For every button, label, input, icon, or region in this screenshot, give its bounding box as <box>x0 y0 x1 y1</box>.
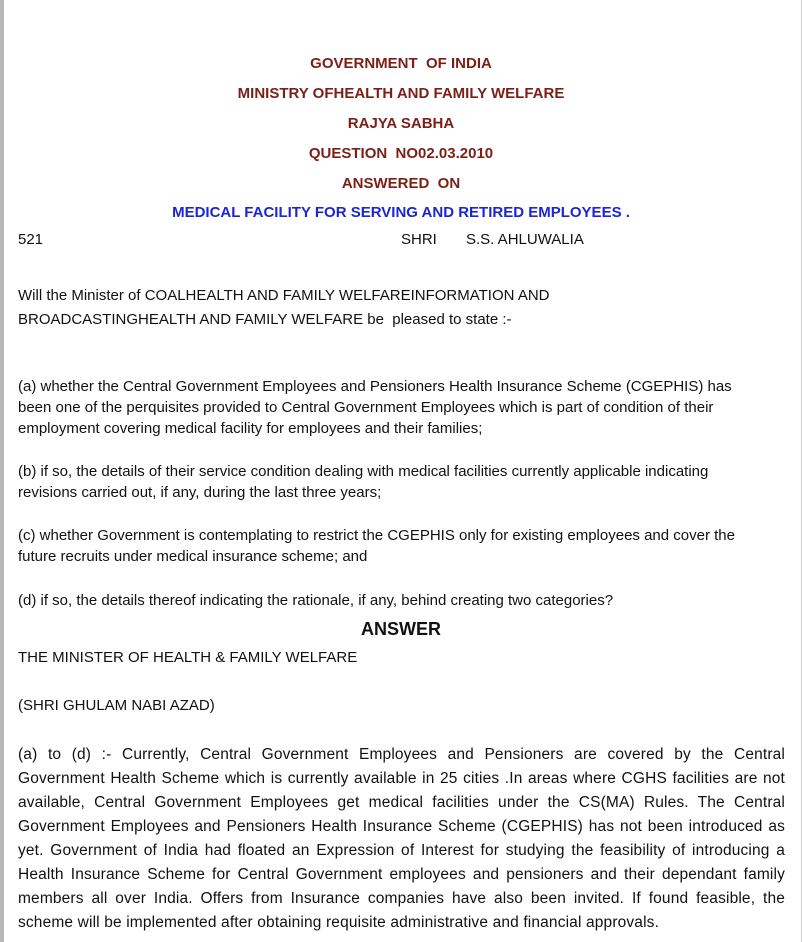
question-part-a: (a) whether the Central Government Employees and Pensioners Health Insurance Scheme (CGEPHIS) has been one of the perquisites provided to Central Government Employees which is part of condition of their employment covering medical facility for employees and their families; <box>18 378 732 437</box>
header-question-no: QUESTION NO02.03.2010 <box>308 145 494 162</box>
answer-body: (a) to (d) :- Currently, Central Government Employees and Pensioners are covered by the Central Government Health Scheme which is currently available in 25 cities .In areas where CGHS facilities are not available, Central Government Employees get medical facilities under the CS(MA) Rules. The Central Government Employees and Pensioners Health Insurance Scheme (CGEPHIS) has not been introduced as yet. Government of India had floated an Expression of Interest for studying the feasibility of introducing a Health Insurance Scheme for Central Government employees and pensioners and their dependant family members all over India. Offers from Insurance companies have also been invited. If found feasible, the scheme will be implemented after obtaining requisite administrative and financial approvals. <box>18 746 785 931</box>
header-answered-on: ANSWERED ON <box>341 175 461 192</box>
minister-name: (SHRI GHULAM NABI AZAD) <box>18 697 215 714</box>
question-subject: MEDICAL FACILITY FOR SERVING AND RETIRED EMPLOYEES . <box>172 204 630 221</box>
question-part-d: (d) if so, the details thereof indicating the rationale, if any, behind creating two categories? <box>18 592 614 609</box>
question-part-c: (c) whether Government is contemplating to restrict the CGEPHIS only for existing employees and cover the future recruits under medical insurance scheme; and <box>18 527 735 565</box>
minister-title: THE MINISTER OF HEALTH & FAMILY WELFARE <box>18 649 358 666</box>
page-left-border <box>0 0 4 942</box>
header-government: GOVERNMENT OF INDIA <box>310 55 492 72</box>
question-part-b: (b) if so, the details of their service condition dealing with medical facilities currently applicable indicating revisions carried out, if any, during the last three years; <box>18 463 709 501</box>
member-title: SHRI <box>401 231 437 248</box>
header-ministry: MINISTRY OFHEALTH AND FAMILY WELFARE <box>237 85 565 102</box>
question-number: 521 <box>18 231 44 248</box>
member-name: S.S. AHLUWALIA <box>466 231 584 248</box>
answer-heading: ANSWER <box>361 619 441 639</box>
header-house: RAJYA SABHA <box>347 115 455 132</box>
question-intro: Will the Minister of COALHEALTH AND FAMILY WELFAREINFORMATION AND BROADCASTINGHEALTH AND FAMILY WELFARE be pleased to state :- <box>18 287 550 328</box>
